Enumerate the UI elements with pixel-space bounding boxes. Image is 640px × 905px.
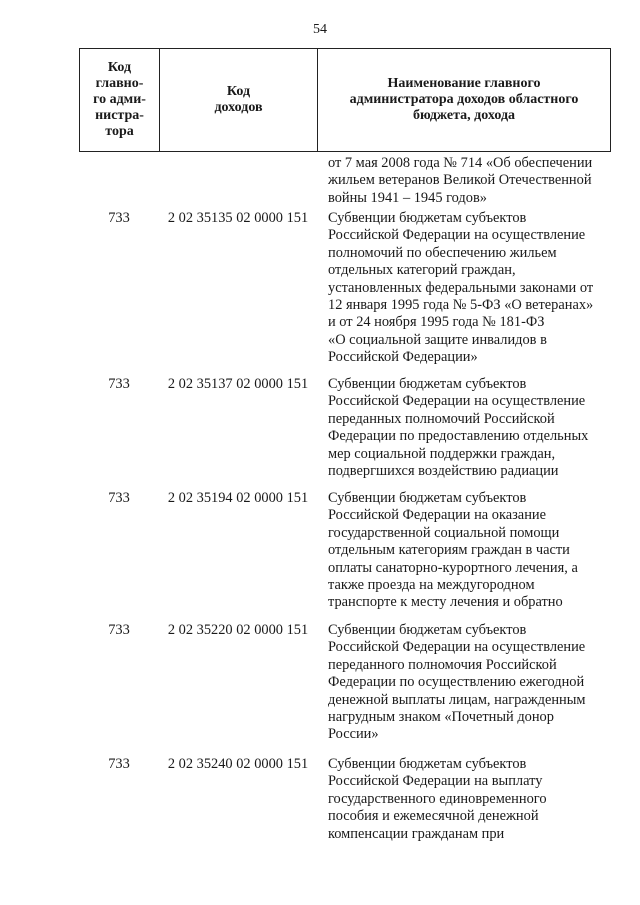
header-admin-code: Код главно- го адми- нистра- тора (80, 49, 160, 151)
admin-code: 733 (108, 756, 130, 772)
text-line: транспорте к месту лечения и обратно (328, 594, 563, 611)
header-income-code: Код доходов (160, 49, 318, 151)
text-line: государственного единовременного (328, 790, 547, 807)
admin-code: 733 (108, 490, 130, 506)
text-line: также проезда на междугородном (328, 577, 535, 594)
text-line: отдельным категориям граждан в части (328, 542, 570, 559)
text-line: Российской Федерации на осуществление (328, 227, 586, 244)
text-line: компенсации гражданам при (328, 825, 505, 842)
text-line: пособия и ежемесячной денежной (328, 808, 539, 825)
income-name (328, 376, 618, 480)
text-line: денежной выплаты лицам, награжденным (328, 691, 586, 708)
income-code: 2 02 35194 02 0000 151 (167, 490, 309, 506)
text-line: 12 января 1995 года № 5-ФЗ «О ветеранах» (328, 297, 594, 314)
text-line: переданного полномочия Российской (328, 656, 557, 673)
text-line: оплаты санаторно-курортного лечения, а (328, 559, 578, 576)
text-line: установленных федеральными законами от (328, 279, 594, 296)
text-line: Федерации по осуществлению ежегодной (328, 674, 585, 691)
text-line: Субвенции бюджетам субъектов (328, 210, 527, 226)
text-line: подвергшихся воздействию радиации (328, 463, 559, 480)
text-line: Российской Федерации на осуществление (328, 393, 586, 410)
text-line: Субвенции бюджетам субъектов (328, 756, 527, 772)
header-name: Наименование главного администратора доходов областного бюджета, дохода (349, 76, 579, 123)
income-code: 2 02 35137 02 0000 151 (167, 376, 309, 392)
income-code: 2 02 35135 02 0000 151 (167, 210, 309, 226)
text-line: переданных полномочий Российской (328, 410, 555, 427)
text-line: Российской Федерации на осуществление (328, 639, 586, 656)
text-line: отдельных категорий граждан, (328, 262, 516, 279)
text-line: войны 1941 – 1945 годов» (328, 189, 487, 206)
text-line: «О социальной защите инвалидов в (328, 331, 547, 348)
text-line: Субвенции бюджетам субъектов (328, 622, 527, 638)
text-line: мер социальной поддержки граждан, (328, 445, 556, 462)
text-line: нагрудным знаком «Почетный донор (328, 709, 554, 726)
text-line: жильем ветеранов Великой Отечественной (328, 172, 592, 189)
income-code: 2 02 35240 02 0000 151 (167, 756, 309, 772)
table-header (79, 48, 611, 152)
text-line: России» (328, 726, 379, 743)
text-line: полномочий по обеспечению жильем (328, 244, 557, 261)
income-name (328, 756, 618, 843)
text-line: Российской Федерации на оказание (328, 507, 546, 524)
text-line: Субвенции бюджетам субъектов (328, 490, 527, 506)
text-line: от 7 мая 2008 года № 714 «Об обеспечении (328, 155, 593, 171)
admin-code: 733 (108, 210, 130, 226)
income-name (328, 622, 618, 744)
income-name (328, 210, 618, 367)
admin-code: 733 (108, 376, 130, 392)
page-number: 54 (313, 22, 327, 37)
text-line: и от 24 ноября 1995 года № 181-ФЗ (328, 314, 545, 331)
text-line: Субвенции бюджетам субъектов (328, 376, 527, 392)
admin-code: 733 (108, 622, 130, 638)
income-name (328, 490, 618, 612)
continuation-text (328, 155, 618, 207)
text-line: Федерации по предоставлению отдельных (328, 428, 589, 445)
text-line: Российской Федерации» (328, 349, 478, 366)
text-line: государственной социальной помощи (328, 524, 560, 541)
income-code: 2 02 35220 02 0000 151 (167, 622, 309, 638)
text-line: Российской Федерации на выплату (328, 773, 543, 790)
